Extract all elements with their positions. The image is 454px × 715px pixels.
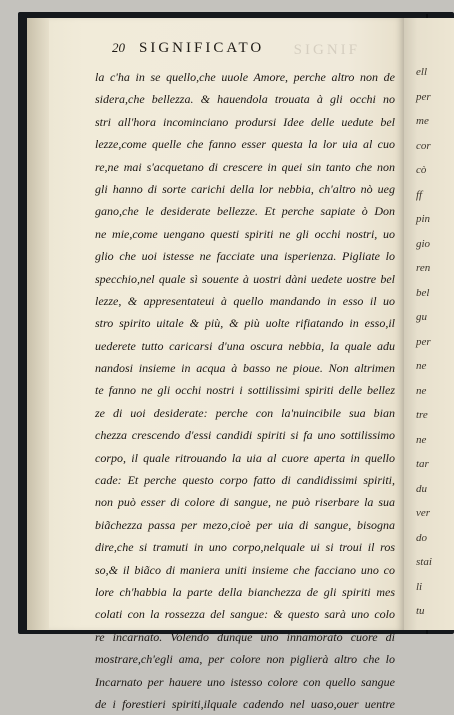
page-title: SIGNIFICATO — [139, 40, 265, 56]
text-line: lore ch'habbia la parte della bianchezza de gli spiriti mes — [95, 584, 395, 599]
text-line: sidera,che bellezza. & hauendola trouata à gli occhi no — [95, 92, 395, 107]
adjacent-page-fragment: per — [416, 335, 431, 348]
page-number: 20 — [112, 40, 125, 55]
text-line: lezze,come quelle che fanno esser questa la lor uia al cuo — [95, 137, 395, 152]
body-text — [95, 66, 395, 715]
adjacent-page-fragment: gu — [416, 311, 427, 323]
text-line: stri all'hora incominciano prodursi Idee delle uedute bel — [95, 114, 395, 129]
text-line: mostrare,ch'egli ama, per colore non piglierà altro che lo — [95, 652, 395, 667]
adjacent-page-fragment: li — [416, 580, 423, 593]
text-line: la c'ha in se quello,che uuole Amore, perche altro non de — [95, 70, 395, 84]
adjacent-page-fragment: ne — [416, 433, 427, 446]
text-line: gli hanno di sorte carichi della lor nebbia, ch'altro nò ueg — [95, 181, 395, 196]
adjacent-page-fragment: tar — [416, 458, 429, 470]
text-line: re incarnato. Volendo dunque uno innamorato cuore di — [95, 629, 395, 644]
adjacent-page-fragment: cò — [416, 164, 427, 176]
adjacent-page-fragment: ne — [416, 360, 427, 372]
adjacent-page-fragment: ren — [416, 262, 431, 274]
text-line: uederete tutto caricarsi d'una oscura nebbia, la quale adu — [95, 338, 395, 353]
adjacent-page-fragment: tre — [416, 409, 428, 421]
text-line: corpo, il quale ritrouando la uia al cuore aperta in quello — [95, 450, 395, 465]
text-line: lezze, & appresentateui à quello mandando in esso il uo — [95, 293, 395, 308]
text-line: non può esser di colore di sangue, ne può riserbare la sua — [95, 495, 395, 510]
adjacent-page-fragment: ell — [416, 66, 427, 78]
running-header — [112, 40, 364, 57]
adjacent-page-fragment: tu — [416, 605, 425, 617]
text-line: glio che uoi istesse ne facciate una isperienza. Pigliate lo — [95, 249, 395, 264]
adjacent-page-fragment: per — [416, 90, 431, 103]
text-line: biãchezza passa per mezo,cioè per uia di sangue, bisogna — [95, 517, 395, 532]
adjacent-page-fragment: bel — [416, 286, 430, 299]
text-line: Incarnato per hauere uno istesso colore con quello sangue — [95, 674, 395, 689]
text-line: cade: Et perche questo corpo fatto di candidissimi spiriti, — [95, 473, 395, 488]
text-line: stro spirito uitale & più, & più uolte rifiatando in esso,il — [95, 316, 395, 331]
adjacent-page-fragment: ver — [416, 507, 431, 519]
adjacent-page-fragment: me — [416, 115, 429, 127]
text-line: colati con la rossezza del sangue: & questo sarà uno colo — [95, 607, 395, 622]
adjacent-page-fragment: gio — [416, 237, 431, 250]
text-line: re,ne mai s'acquetano di crescere in quei sin tanto che non — [95, 159, 395, 174]
page-gutter — [27, 18, 49, 630]
adjacent-page-fragment: stai — [416, 556, 432, 568]
text-line: nandosi insieme in acqua à basso ne pioue. Non altrimen — [95, 361, 395, 376]
adjacent-page-fragment: pin — [416, 213, 431, 225]
adjacent-page — [402, 18, 454, 630]
adjacent-page-fragment: do — [416, 531, 427, 544]
adjacent-page-fragment: du — [416, 482, 427, 495]
text-line: te fanno ne gli occhi nostri i sottilissimi spiriti delle bellez — [95, 383, 395, 398]
text-line: so,& il biãco di maniera uniti insieme che facciano uno co — [95, 562, 395, 577]
text-line: ze di uoi desiderate: perche con la'nuincibile sua bian — [95, 405, 395, 420]
text-line: dire,che si tramuti in uno corpo,nelquale ui si troui il ros — [95, 540, 395, 555]
text-line: de i forestieri spiriti,ilquale cadendo nel uaso,ouer uentre — [95, 696, 395, 711]
text-line: ne mie,come uengano questi spiriti ne gli occhi nostri, uo — [95, 226, 395, 241]
adjacent-page-fragment: ne — [416, 384, 427, 397]
text-line: gano,che le desiderate bellezze. Et perche sapiate ò Don — [95, 204, 395, 219]
book-page — [27, 18, 404, 711]
bleed-through-text: SIGNIF — [293, 42, 360, 58]
adjacent-page-fragment: cor — [416, 139, 431, 152]
adjacent-page-fragment: ff — [416, 188, 423, 201]
text-line: specchio,nel quale sì souente à uostri dàni uedete uostre bel — [95, 271, 395, 286]
text-line: chezza crescendo d'essi candidi spiriti si fa uno sottilissimo — [95, 428, 395, 443]
